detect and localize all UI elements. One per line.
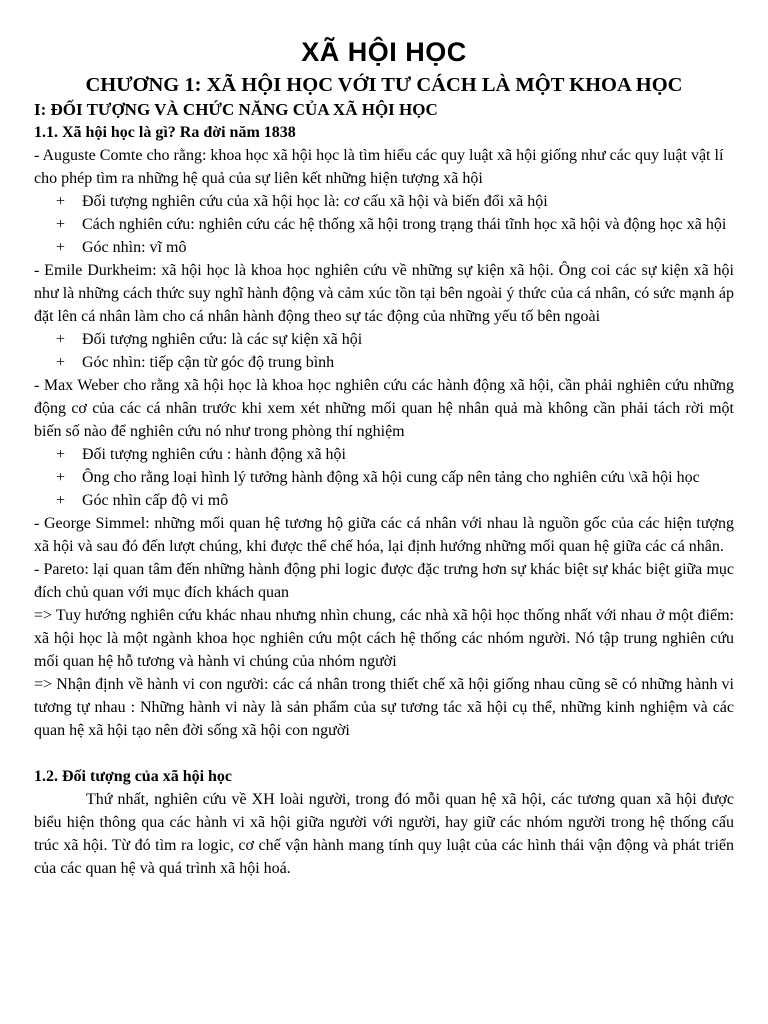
spacer xyxy=(34,742,734,765)
bullet-mark: + xyxy=(56,239,66,256)
bullet-mark: + xyxy=(56,354,66,371)
bullet-mark: + xyxy=(56,492,66,509)
object-paragraph: Thứ nhất, nghiên cứu về XH loài người, trong đó mỗi quan hệ xã hội, các tương quan xã hội được biểu hiện thông qua các hành vi xã hội giữa người với người, hay giữ các nhóm người trong hệ thống cấu trúc xã hội. Từ đó tìm ra logic, cơ chế vận hành mang tính quy luật của các hình thái vận động và phát triển của các quan hệ và quá trình xã hội hoá. xyxy=(34,791,734,877)
bullet-mark: + xyxy=(56,216,66,233)
list-item-text: Ông cho rằng loại hình lý tưởng hành động xã hội cung cấp nên tảng cho nghiên cứu \xã hội học xyxy=(82,469,700,486)
list-item xyxy=(34,236,734,259)
list-item-text: Đối tượng nghiên cứu : hành động xã hội xyxy=(82,446,346,463)
pareto-paragraph: - Pareto: lại quan tâm đến những hành động phi logic được đặc trưng hơn sự khác biệt sự khác biệt giữa mục đích chủ quan với mục đích khách quan xyxy=(34,561,734,601)
list-item-text: Góc nhìn cấp độ vi mô xyxy=(82,492,229,509)
list-item xyxy=(34,351,734,374)
weber-paragraph: - Max Weber cho rằng xã hội học là khoa học nghiên cứu các hành động xã hội, cần phải nghiên cứu những động cơ của các cá nhân trước khi xem xét những mối quan hệ nhân quả mà không cần phải tách rời một biến số nào để nghiên cứu nó như trong phòng thí nghiệm xyxy=(34,377,734,440)
durkheim-paragraph: - Emile Durkheim: xã hội học là khoa học nghiên cứu về những sự kiện xã hội. Ông coi các sự kiện xã hội như là những cách thức suy nghĩ hành động và cảm xúc tồn tại bên ngoài ý thức của cá nhân, có sức mạnh áp đặt lên cá nhân làm cho cá nhân hành động theo sự tác động của những yếu tố bên ngoài xyxy=(34,262,734,325)
chapter-heading: CHƯƠNG 1: XÃ HỘI HỌC VỚI TƯ CÁCH LÀ MỘT KHOA HỌC xyxy=(85,74,683,96)
bullet-mark: + xyxy=(56,446,66,463)
bullet-mark: + xyxy=(56,331,66,348)
subsection-heading-1-1: 1.1. Xã hội học là gì? Ra đời năm 1838 xyxy=(34,124,296,141)
list-item-text: Đối tượng nghiên cứu của xã hội học là: cơ cấu xã hội và biến đổi xã hội xyxy=(82,193,548,210)
list-item xyxy=(34,466,734,489)
list-item xyxy=(34,489,734,512)
conclusion-paragraph: => Tuy hướng nghiên cứu khác nhau nhưng nhìn chung, các nhà xã hội học thống nhất với nhau ở một điểm: xã hội học là một ngành khoa học nghiên cứu một cách hệ thống các nhóm người. Nó tập trung nghiên cứu mối quan hệ hỗ tương và hành vi chúng của nhóm người xyxy=(34,607,734,670)
bullet-mark: + xyxy=(56,193,66,210)
list-item-text: Cách nghiên cứu: nghiên cứu các hệ thống xã hội trong trạng thái tĩnh học xã hội và động học xã hội xyxy=(82,216,727,233)
subsection-heading-1-2: 1.2. Đối tượng của xã hội học xyxy=(34,768,233,785)
list-item-text: Góc nhìn: vĩ mô xyxy=(82,239,187,256)
bullet-mark: + xyxy=(56,469,66,486)
list-item xyxy=(34,443,734,466)
list-item xyxy=(34,190,734,213)
simmel-paragraph: - George Simmel: những mối quan hệ tương hộ giữa các cá nhân với nhau là nguồn gốc của các hiện tượng xã hội và sau đó đến lượt chúng, khi được thể chế hóa, lại định hướng những mối quan hệ giữa các cá nhân. xyxy=(34,515,734,555)
section-heading: I: ĐỐI TƯỢNG VÀ CHỨC NĂNG CỦA XÃ HỘI HỌC xyxy=(34,100,438,119)
list-item-text: Đối tượng nghiên cứu: là các sự kiện xã hội xyxy=(82,331,363,348)
comte-paragraph: - Auguste Comte cho rằng: khoa học xã hội học là tìm hiểu các quy luật xã hội giống như các quy luật vật lí cho phép tìm ra những hệ quả của sự liên kết những hiện tượng xã hội xyxy=(34,147,724,187)
document-title: XÃ HỘI HỌC xyxy=(301,37,467,67)
list-item xyxy=(34,213,734,236)
list-item-text: Góc nhìn: tiếp cận từ góc độ trung bình xyxy=(82,354,335,371)
behavior-paragraph: => Nhận định về hành vi con người: các cá nhân trong thiết chế xã hội giống nhau cũng sẽ có những hành vi tương tự nhau : Những hành vi này là sản phẩm của sự tương tác xã hội cụ thể, những kinh nghiệm và các quan hệ xã hội tạo nên đời sống xã hội con người xyxy=(34,676,734,739)
list-item xyxy=(34,328,734,351)
